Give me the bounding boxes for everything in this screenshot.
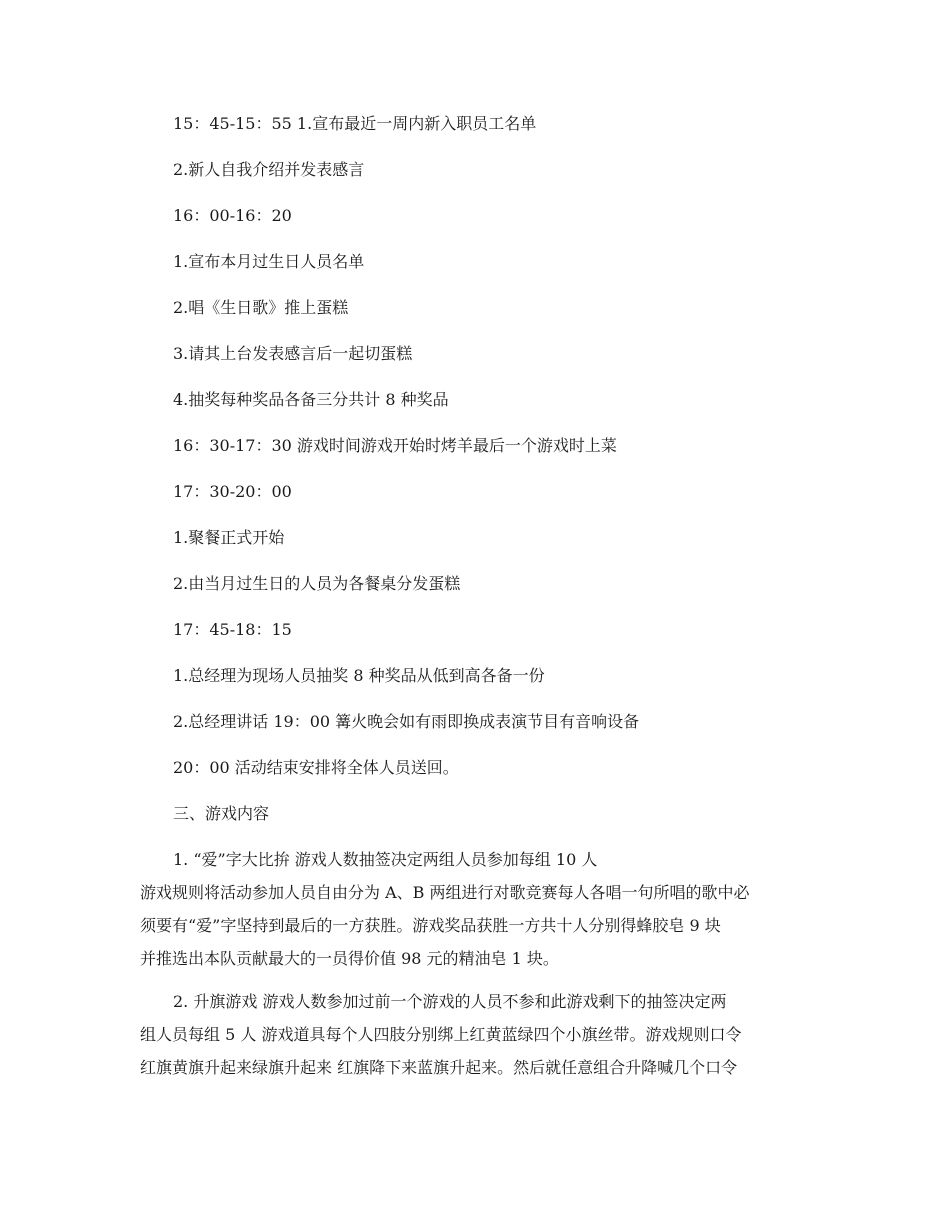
section-heading-game-content: 三、游戏内容 — [173, 804, 270, 823]
paragraph-line: 1. “爱”字大比拚 游戏人数抽签决定两组人员参加每组 10 人 — [173, 850, 598, 869]
schedule-line-2: 2.新人自我介绍并发表感言 — [173, 160, 365, 179]
schedule-line-13: 1.总经理为现场人员抽奖 8 种奖品从低到高各备一份 — [173, 666, 545, 685]
paragraph-line: 2. 升旗游戏 游戏人数参加过前一个游戏的人员不参和此游戏剩下的抽签决定两 — [173, 992, 727, 1011]
game-paragraph-2 — [140, 985, 812, 1084]
paragraph-line: 须要有“爱”字坚持到最后的一方获胜。游戏奖品获胜一方共十人分别得蜂胶皂 9 块 — [140, 916, 721, 935]
schedule-line-9: 17：30-20：00 — [173, 482, 292, 501]
game-paragraph-1 — [140, 843, 812, 975]
schedule-line-7: 4.抽奖每种奖品各备三分共计 8 种奖品 — [173, 390, 449, 409]
paragraph-line: 红旗黄旗升起来绿旗升起来 红旗降下来蓝旗升起来。然后就任意组合升降喊几个口令 — [140, 1058, 738, 1077]
paragraph-line: 并推选出本队贡献最大的一员得价值 98 元的精油皂 1 块。 — [140, 949, 559, 968]
schedule-line-11: 2.由当月过生日的人员为各餐桌分发蛋糕 — [173, 574, 461, 593]
schedule-line-6: 3.请其上台发表感言后一起切蛋糕 — [173, 344, 413, 363]
schedule-line-10: 1.聚餐正式开始 — [173, 528, 285, 547]
schedule-line-14: 2.总经理讲话 19：00 篝火晚会如有雨即换成表演节目有音响设备 — [173, 712, 640, 731]
schedule-line-1: 15：45-15：55 1.宣布最近一周内新入职员工名单 — [173, 114, 537, 133]
schedule-line-15: 20：00 活动结束安排将全体人员送回。 — [173, 758, 459, 777]
schedule-line-4: 1.宣布本月过生日人员名单 — [173, 252, 365, 271]
paragraph-line: 游戏规则将活动参加人员自由分为 A、B 两组进行对歌竞赛每人各唱一句所唱的歌中必 — [140, 883, 750, 902]
schedule-line-12: 17：45-18：15 — [173, 620, 292, 639]
schedule-line-3: 16：00-16：20 — [173, 206, 292, 225]
schedule-line-8: 16：30-17：30 游戏时间游戏开始时烤羊最后一个游戏时上菜 — [173, 436, 617, 455]
schedule-line-5: 2.唱《生日歌》推上蛋糕 — [173, 298, 349, 317]
paragraph-line: 组人员每组 5 人 游戏道具每个人四肢分别绑上红黄蓝绿四个小旗丝带。游戏规则口令 — [140, 1025, 742, 1044]
